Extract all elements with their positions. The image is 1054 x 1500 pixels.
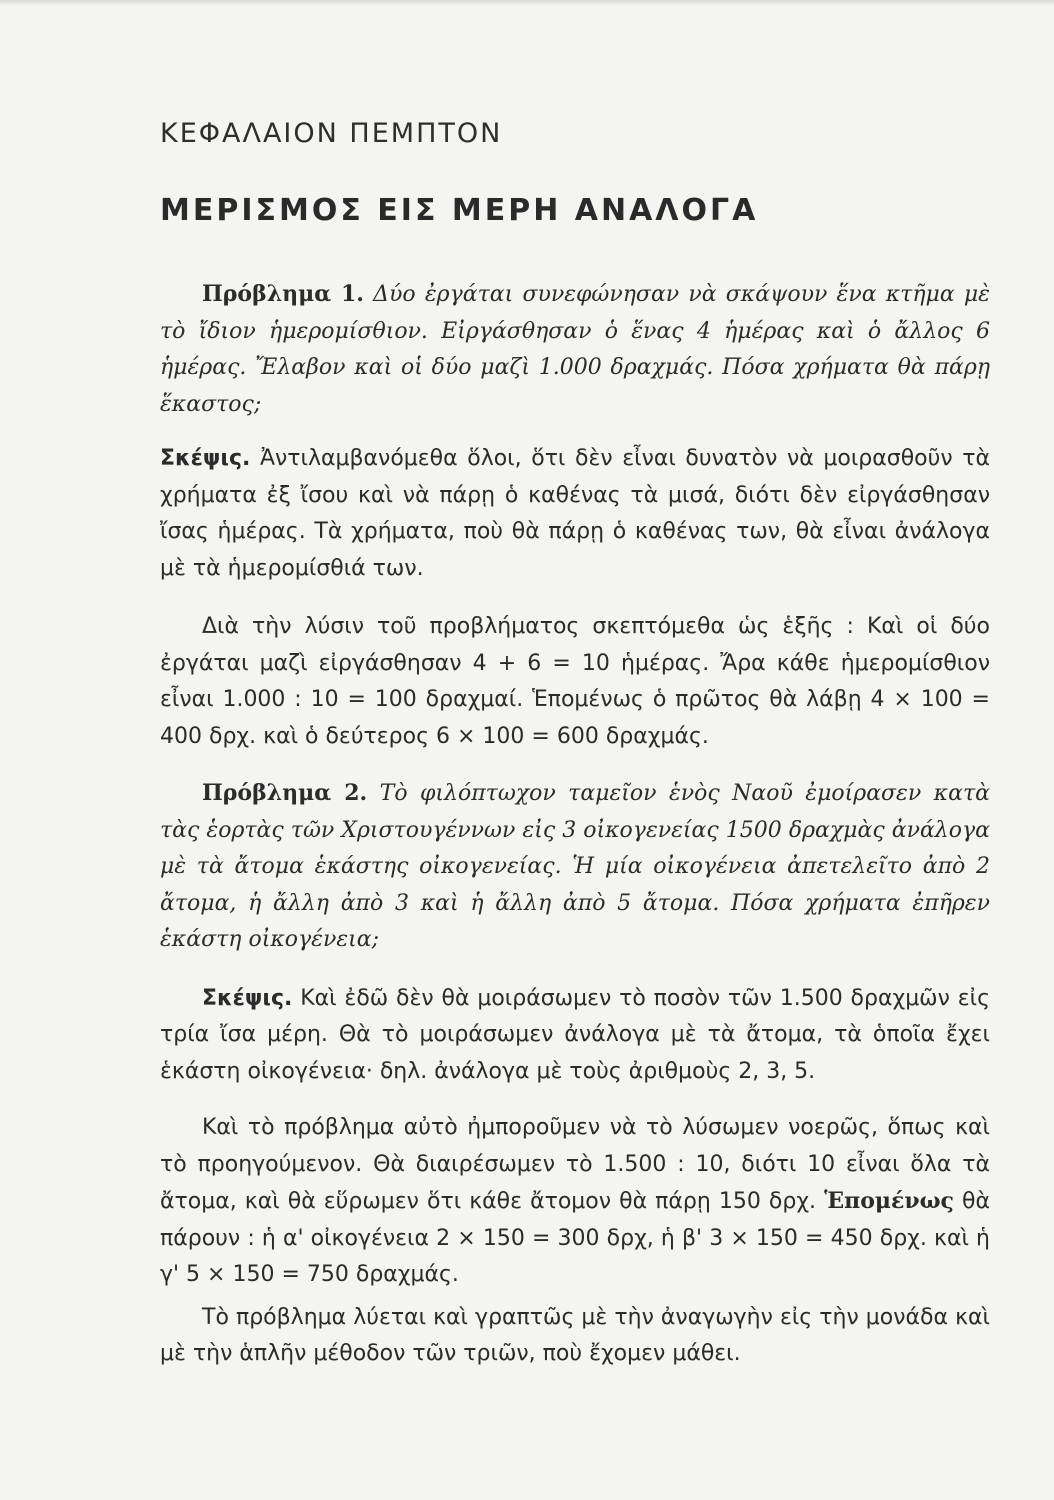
thought-2 xyxy=(160,981,990,1091)
explanation-2 xyxy=(160,1110,990,1294)
problem-1-text: Δύο ἐργάται συνεφώνησαν νὰ σκάψουν ἕνα κτῆμα μὲ τὸ ἴδιον ἡμερομίσθιον. Εἰργάσθησαν ὁ ἕνας 4 ἡμέρας καὶ ὁ ἄλλος 6 ἡμέρας. Ἔλαβον καὶ οἱ δύο μαζὶ 1.000 δραχμάς. Πόσα χρήματα θὰ πάρῃ ἕκαστος; xyxy=(160,282,990,417)
page-edge xyxy=(0,0,1054,6)
explanation-2-after: θὰ πάρουν : ἡ α' οἰκογένεια 2 × 150 = 300 δρχ, ἡ β' 3 × 150 = 450 δρχ. καὶ ἡ γ' 5 × 150 = 750 δραχμάς. xyxy=(160,1189,990,1287)
explanation-2-before: Καὶ τὸ πρόβλημα αὐτὸ ἠμποροῦμεν νὰ τὸ λύσωμεν νοερῶς, ὅπως καὶ τὸ προηγούμενον. Θὰ διαιρέσωμεν τὸ 1.500 : 10, διότι 10 εἶναι ὅλα τὰ ἄτομα, καὶ θὰ εὕρωμεν ὅτι κάθε ἄτομον θὰ πάρῃ 150 δρχ. xyxy=(160,1115,990,1214)
thought-2-label: Σκέψις. xyxy=(202,985,293,1011)
problem-2 xyxy=(160,775,990,959)
problem-1 xyxy=(160,276,990,423)
thought-1-text: Ἀντιλαμβανόμεθα ὅλοι, ὅτι δὲν εἶναι δυνατὸν νὰ μοιρασθοῦν τὰ χρήματα ἐξ ἴσου καὶ νὰ πάρῃ ὁ καθένας τὰ μισά, διότι δὲν εἰργάσθησαν ἴσας ἡμέρας. Τὰ χρήματα, ποὺ θὰ πάρῃ ὁ καθένας των, θὰ εἶναι ἀνάλογα μὲ τὰ ἡμερομίσθιά των. xyxy=(160,446,990,581)
problem-2-label: Πρόβλημα 2. xyxy=(202,780,368,806)
book-page xyxy=(160,118,990,1373)
explanation-2-bold: Ἑπομένως xyxy=(824,1188,954,1214)
problem-2-text: Τὸ φιλόπτωχον ταμεῖον ἑνὸς Ναοῦ ἐμοίρασεν κατὰ τὰς ἑορτὰς τῶν Χριστουγέννων εἰς 3 οἰκογενείας 1500 δραχμὰς ἀνάλογα μὲ τὰ ἄτομα ἑκάστης οἰκογενείας. Ἡ μία οἰκογένεια ἀπετελεῖτο ἀπὸ 2 ἄτομα, ἡ ἄλλη ἀπὸ 3 καὶ ἡ ἄλλη ἀπὸ 5 ἄτομα. Πόσα χρήματα ἐπῆρεν ἑκάστη οἰκογένεια; xyxy=(160,781,990,952)
conclusion-2: Τὸ πρόβλημα λύεται καὶ γραπτῶς μὲ τὴν ἀναγωγὴν εἰς τὴν μονάδα καὶ μὲ τὴν ἁπλῆν μέθοδον τῶν τριῶν, ποὺ ἔχομεν μάθει. xyxy=(160,1304,990,1366)
section-title: ΜΕΡΙΣΜΟΣ ΕΙΣ ΜΕΡΗ ΑΝΑΛΟΓΑ xyxy=(160,193,759,228)
thought-2-text: Καὶ ἐδῶ δὲν θὰ μοιράσωμεν τὸ ποσὸν τῶν 1.500 δραχμῶν εἰς τρία ἴσα μέρη. Θὰ τὸ μοιράσωμεν ἀνάλογα μὲ τὰ ἄτομα, τὰ ὁποῖα ἔχει ἑκάστη οἰκογένεια· δηλ. ἀνάλογα μὲ τοὺς ἀριθμοὺς 2, 3, 5. xyxy=(160,985,990,1084)
thought-1-label: Σκέψις. xyxy=(160,446,251,471)
solution-1: Διὰ τὴν λύσιν τοῦ προβλήματος σκεπτόμεθα ὡς ἑξῆς : Καὶ οἱ δύο ἐργάται μαζὶ εἰργάσθησαν 4 + 6 = 10 ἡμέρας. Ἄρα κάθε ἡμερομίσθιον εἶναι 1.000 : 10 = 100 δραχμαί. Ἑπομένως ὁ πρῶτος θὰ λάβῃ 4 × 100 = 400 δρχ. καὶ ὁ δεύτερος 6 × 100 = 600 δραχμάς. xyxy=(160,614,990,749)
problem-1-label: Πρόβλημα 1. xyxy=(202,281,364,307)
chapter-heading: ΚΕΦΑΛΑΙΟΝ ΠΕΜΠΤΟΝ xyxy=(160,118,503,149)
thought-1 xyxy=(160,441,990,587)
